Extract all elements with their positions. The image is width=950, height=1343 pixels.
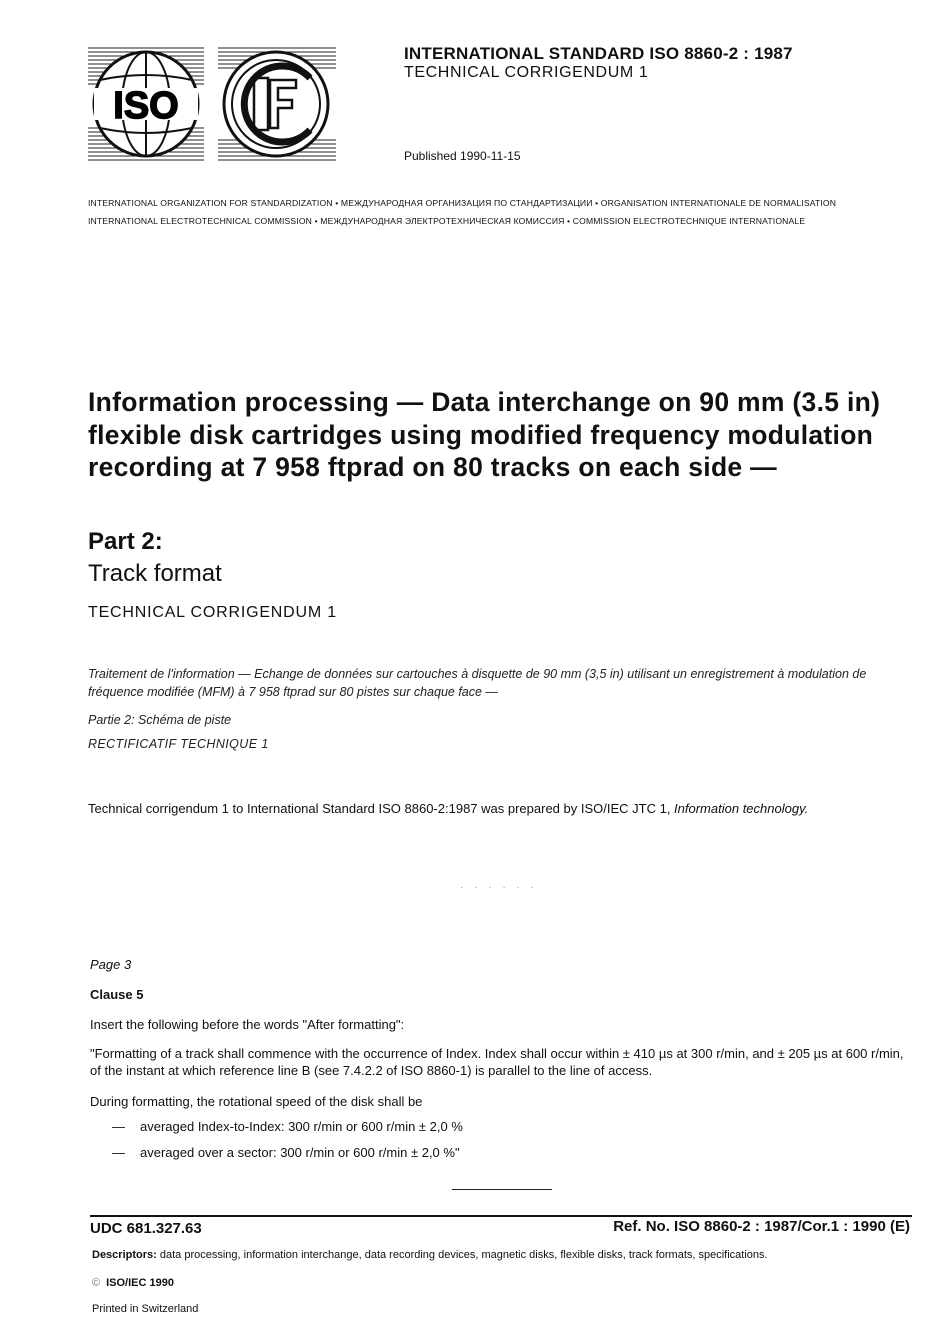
org-line-iso: INTERNATIONAL ORGANIZATION FOR STANDARDIZATION • МЕЖДУНАРОДНАЯ ОРГАНИЗАЦИЯ ПО СТАНДАРТИЗАЦИИ • ORGANISATION INTERNATIONALE DE NORMALISATION [88, 198, 837, 208]
copyright [92, 1277, 174, 1289]
end-rule [452, 1189, 552, 1190]
list-dash: — [112, 1119, 125, 1134]
standard-title: INTERNATIONAL STANDARD ISO 8860-2 : 1987 [404, 44, 793, 63]
list-item [112, 1119, 463, 1134]
footer-rule [90, 1215, 912, 1217]
descriptors [92, 1249, 768, 1261]
corrigendum-label: TECHNICAL CORRIGENDUM 1 [88, 604, 337, 621]
during-formatting-text: During formatting, the rotational speed of the disk shall be [90, 1094, 423, 1109]
list-dash: — [112, 1145, 125, 1160]
list-item-text: averaged Index-to-Index: 300 r/min or 600 r/min ± 2,0 % [140, 1119, 463, 1134]
document-title: Information processing — Data interchange on 90 mm (3.5 in) flexible disk cartridges using modified frequency modulation recording at 7 958 ftprad on 80 tracks on each side — [88, 387, 881, 482]
part-title: Track format [88, 560, 222, 587]
french-part: Partie 2: Schéma de piste [88, 713, 232, 727]
prepared-text: Technical corrigendum 1 to International Standard ISO 8860-2:1987 was prepared by ISO/IEC JTC 1, [88, 801, 675, 816]
prepared-statement [88, 801, 808, 816]
copyright-icon: © [92, 1277, 101, 1289]
iso-logo [88, 48, 204, 160]
copyright-text: ISO/IEC 1990 [106, 1277, 174, 1289]
udc-number: UDC 681.327.63 [90, 1220, 202, 1237]
corrigendum-subtitle: TECHNICAL CORRIGENDUM 1 [404, 64, 649, 81]
list-item [112, 1145, 460, 1160]
header-logos [88, 44, 336, 164]
printed-in: Printed in Switzerland [92, 1303, 199, 1315]
list-item-text: averaged over a sector: 300 r/min or 600 r/min ± 2,0 %" [140, 1145, 460, 1160]
iso-iec-logo-graphic [88, 44, 336, 164]
inserted-text: "Formatting of a track shall commence with the occurrence of Index. Index shall occur within ± 410 µs at 300 r/min, and ± 205 µs at 600 r/min, of the instant at which reference line B (see 7.4.2.2 of ISO 8860-1) is parallel to the line of access. [90, 1046, 904, 1078]
descriptors-text: data processing, information interchange, data recording devices, magnetic disks, flexible disks, track formats, specifications. [159, 1249, 768, 1261]
reference-number: Ref. No. ISO 8860-2 : 1987/Cor.1 : 1990 (E) [613, 1218, 910, 1235]
descriptors-label: Descriptors: [92, 1249, 157, 1261]
page-reference: Page 3 [90, 957, 132, 972]
iec-logo [218, 48, 336, 160]
clause-heading: Clause 5 [90, 987, 144, 1002]
insert-instruction: Insert the following before the words "After formatting": [90, 1017, 405, 1032]
svg-text:ISO: ISO [113, 85, 179, 127]
part-label: Part 2: [88, 528, 163, 555]
committee-name: Information technology. [674, 801, 809, 816]
published-date: Published 1990-11-15 [404, 149, 521, 163]
org-line-iec: INTERNATIONAL ELECTROTECHNICAL COMMISSION • МЕЖДУНАРОДНАЯ ЭЛЕКТРОТЕХНИЧЕСКАЯ КОМИССИЯ • COMMISSION ELECTROTECHNIQUE INTERNATIONALE [88, 216, 806, 226]
separator-dots: · · · · · · [460, 882, 538, 893]
french-corrigendum: RECTIFICATIF TECHNIQUE 1 [88, 737, 269, 751]
french-title: Traitement de l'information — Echange de données sur cartouches à disquette de 90 mm (3,5 in) utilisant un enregistrement à modulation de fréquence modifiée (MFM) à 7 958 ftprad sur 80 pistes sur chaque face — [88, 667, 867, 699]
